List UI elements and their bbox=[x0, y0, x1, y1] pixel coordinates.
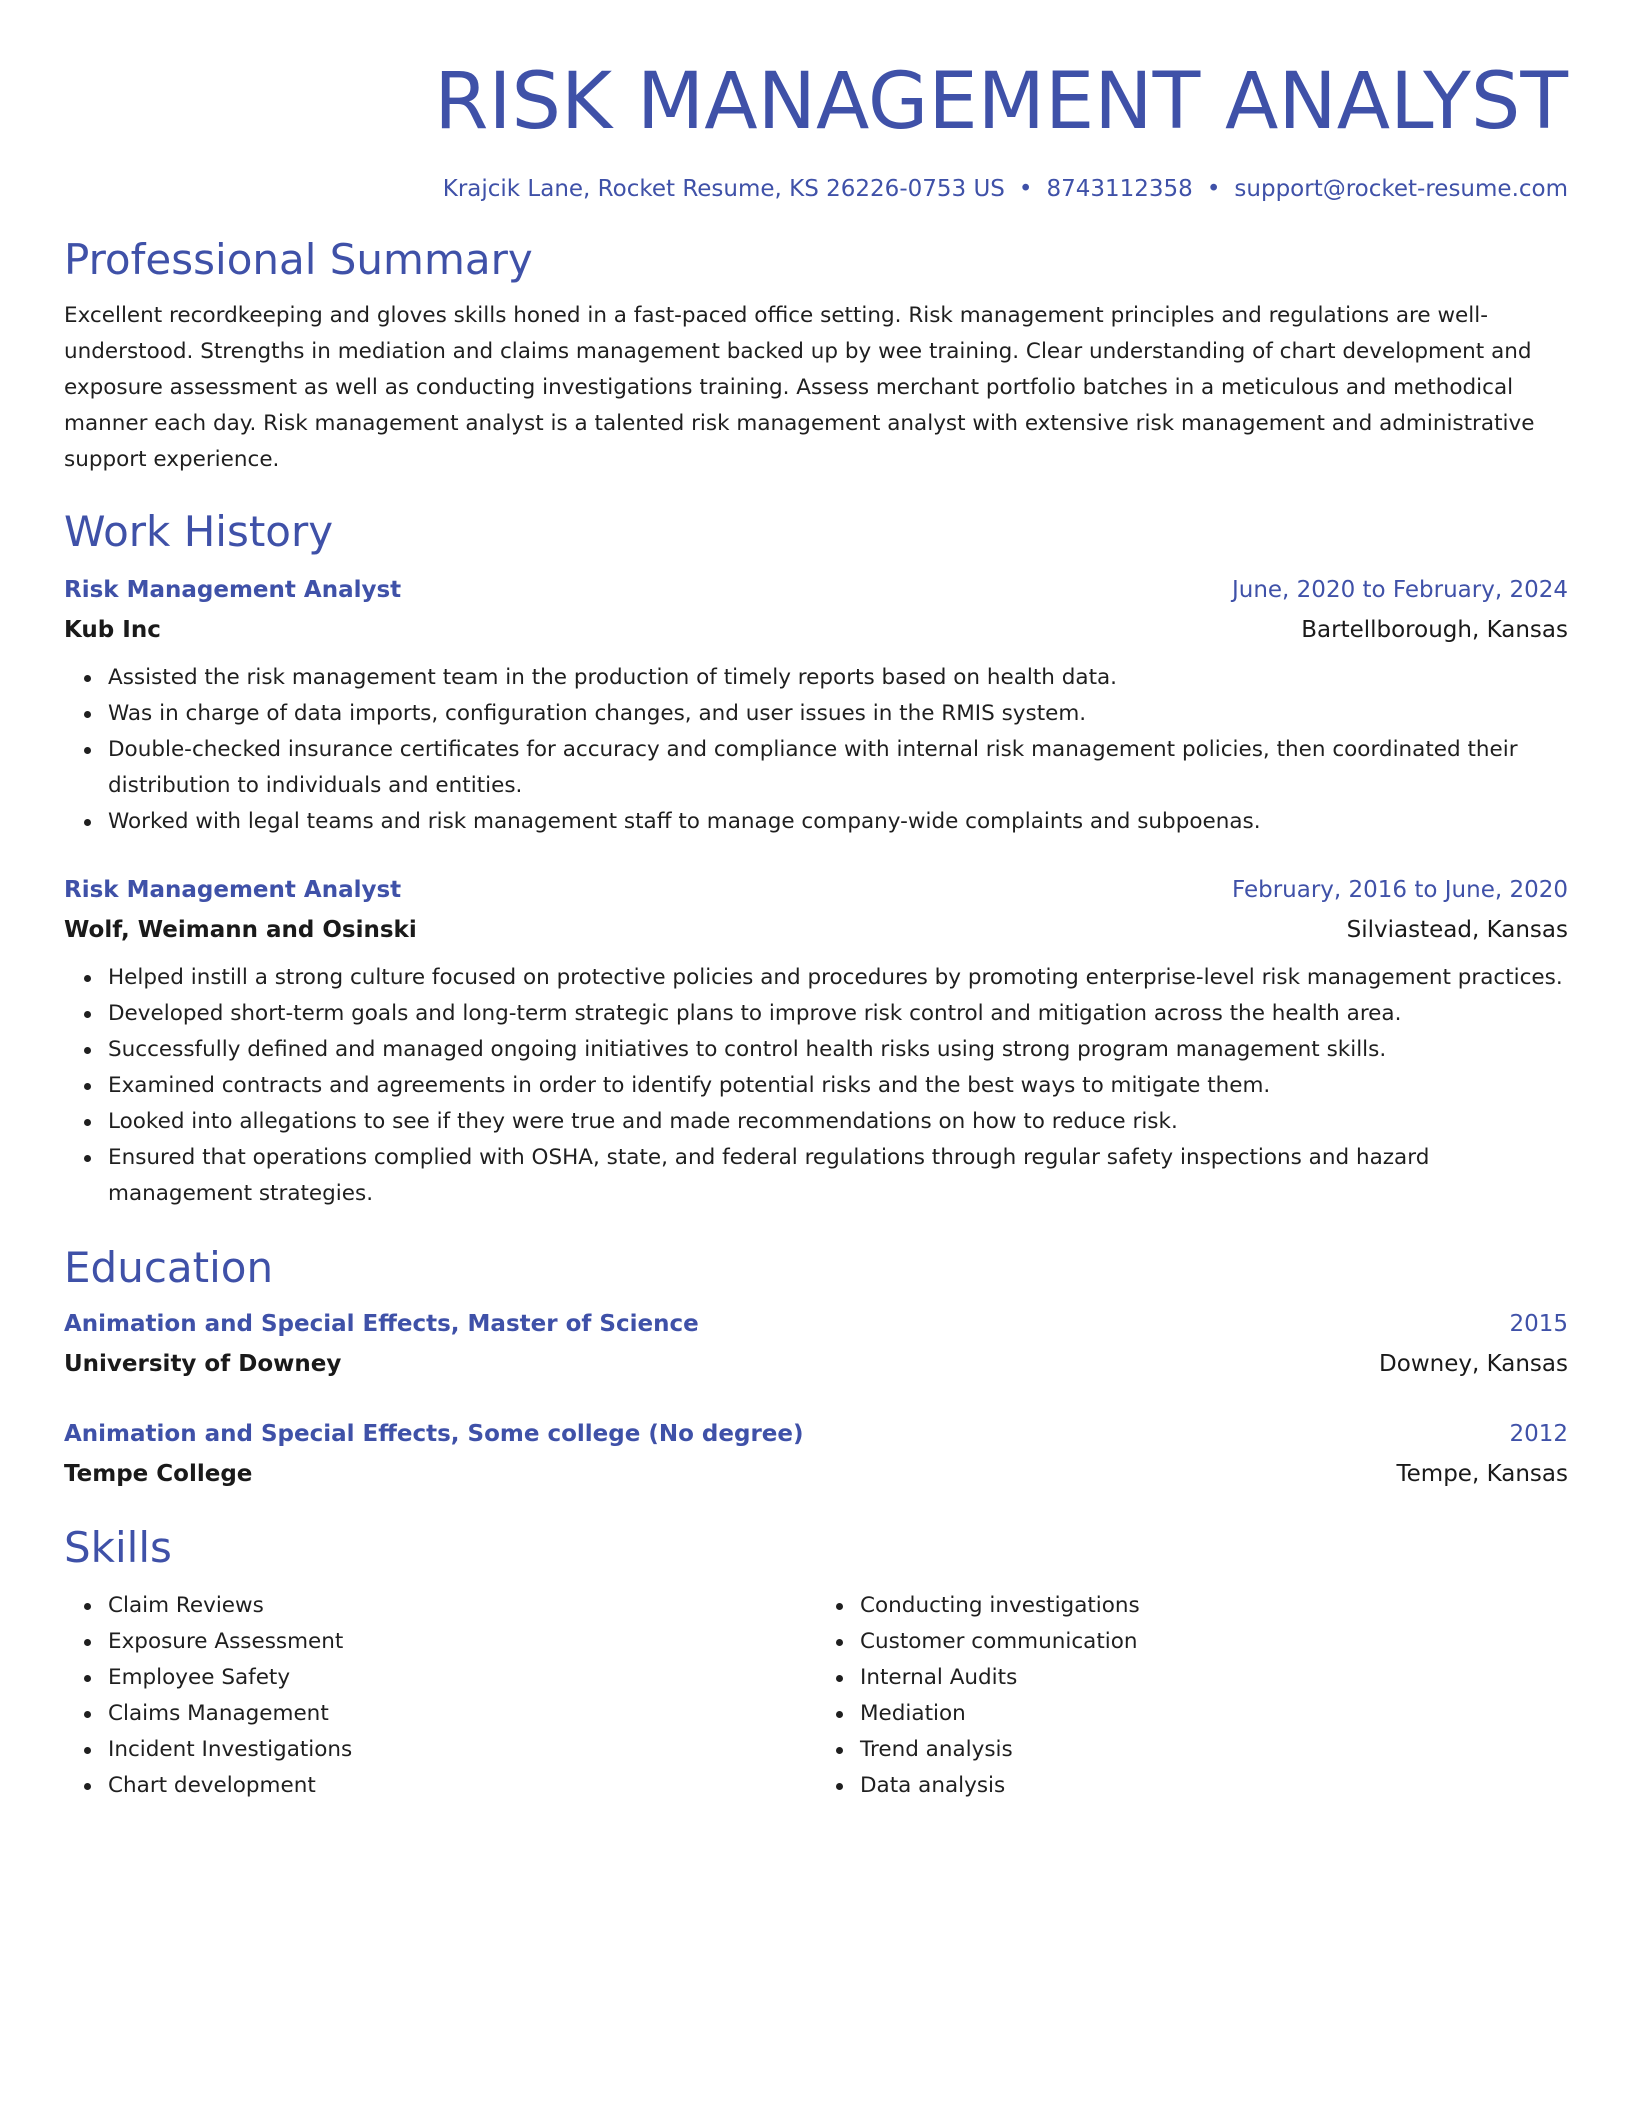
education-school: University of Downey bbox=[64, 1351, 342, 1377]
skill-item: Claims Management bbox=[108, 1696, 816, 1732]
education-header-row bbox=[64, 1304, 1568, 1344]
skills-column-left bbox=[64, 1588, 816, 1804]
skill-item: Trend analysis bbox=[860, 1732, 1568, 1768]
education-location: Tempe, Kansas bbox=[1396, 1461, 1568, 1487]
skill-item: Claim Reviews bbox=[108, 1588, 816, 1624]
job-role: Risk Management Analyst bbox=[64, 577, 402, 603]
skill-item: Exposure Assessment bbox=[108, 1624, 816, 1660]
job-bullets bbox=[64, 660, 1568, 840]
contact-address: Krajcik Lane, Rocket Resume, KS 26226-0753 US bbox=[442, 176, 1005, 202]
skill-item: Data analysis bbox=[860, 1768, 1568, 1804]
list-item: Helped instill a strong culture focused on protective policies and procedures by promoting enterprise-level risk management practices. bbox=[108, 960, 1568, 996]
list-item: Double-checked insurance certificates for accuracy and compliance with internal risk management policies, then coordinated their distribution to individuals and entities. bbox=[108, 732, 1568, 804]
skill-item: Internal Audits bbox=[860, 1660, 1568, 1696]
list-item: Was in charge of data imports, configuration changes, and user issues in the RMIS system. bbox=[108, 696, 1568, 732]
list-item: Looked into allegations to see if they were true and made recommendations on how to reduce risk. bbox=[108, 1104, 1568, 1140]
section-title-work: Work History bbox=[64, 507, 334, 556]
list-item: Ensured that operations complied with OSHA, state, and federal regulations through regular safety inspections and hazard management strategies. bbox=[108, 1140, 1568, 1212]
section-title-summary: Professional Summary bbox=[64, 235, 533, 284]
contact-line bbox=[64, 174, 1568, 204]
job-company: Kub Inc bbox=[64, 617, 161, 643]
list-item: Successfully defined and managed ongoing initiatives to control health risks using strong program management skills. bbox=[108, 1032, 1568, 1068]
skills-section bbox=[64, 1520, 1568, 1804]
job-bullets bbox=[64, 960, 1568, 1212]
job-location: Bartellborough, Kansas bbox=[1301, 617, 1568, 643]
job-entry bbox=[64, 870, 1568, 1212]
section-title-skills: Skills bbox=[64, 1523, 172, 1572]
skills-grid bbox=[64, 1588, 1568, 1804]
section-title-education: Education bbox=[64, 1243, 274, 1292]
education-degree: Animation and Special Effects, Master of Science bbox=[64, 1311, 699, 1337]
education-section bbox=[64, 1240, 1568, 1494]
job-dates: February, 2016 to June, 2020 bbox=[1231, 877, 1568, 903]
contact-phone[interactable]: 8743112358 bbox=[1046, 176, 1193, 202]
list-item: Examined contracts and agreements in order to identify potential risks and the best ways to mitigate them. bbox=[108, 1068, 1568, 1104]
job-role: Risk Management Analyst bbox=[64, 877, 402, 903]
job-dates: June, 2020 to February, 2024 bbox=[1231, 577, 1568, 603]
list-item: Developed short-term goals and long-term strategic plans to improve risk control and mitigation across the health area. bbox=[108, 996, 1568, 1032]
education-school-row bbox=[64, 1344, 1568, 1384]
job-header-row bbox=[64, 570, 1568, 610]
job-header-row bbox=[64, 870, 1568, 910]
job-company-row bbox=[64, 910, 1568, 950]
education-degree: Animation and Special Effects, Some college (No degree) bbox=[64, 1421, 804, 1447]
education-location: Downey, Kansas bbox=[1379, 1351, 1568, 1377]
skill-item: Conducting investigations bbox=[860, 1588, 1568, 1624]
contact-separator: • bbox=[1018, 176, 1033, 202]
skill-item: Customer communication bbox=[860, 1624, 1568, 1660]
education-entry bbox=[64, 1304, 1568, 1384]
professional-summary-section bbox=[64, 232, 1568, 478]
work-history-section bbox=[64, 504, 1568, 1212]
education-header-row bbox=[64, 1414, 1568, 1454]
education-school: Tempe College bbox=[64, 1461, 253, 1487]
job-entry bbox=[64, 570, 1568, 840]
skill-item: Incident Investigations bbox=[108, 1732, 816, 1768]
education-entry bbox=[64, 1414, 1568, 1494]
skills-column-right bbox=[816, 1588, 1568, 1804]
education-school-row bbox=[64, 1454, 1568, 1494]
summary-text: Excellent recordkeeping and gloves skills honed in a fast-paced office setting. Risk management principles and regulations are well-understood. Strengths in mediation and claims management backed up by wee training. Clear understanding of chart development and exposure assessment as well as conducting investigations training. Assess merchant portfolio batches in a meticulous and methodical manner each day. Risk management analyst is a talented risk management analyst with extensive risk management and administrative support experience. bbox=[64, 303, 1535, 472]
candidate-title: RISK MANAGEMENT ANALYST bbox=[434, 57, 1568, 147]
education-year: 2015 bbox=[1509, 1311, 1568, 1337]
list-item: Assisted the risk management team in the production of timely reports based on health data. bbox=[108, 660, 1568, 696]
job-location: Silviastead, Kansas bbox=[1346, 917, 1568, 943]
skill-item: Chart development bbox=[108, 1768, 816, 1804]
contact-email[interactable]: support@rocket-resume.com bbox=[1234, 176, 1568, 202]
education-year: 2012 bbox=[1509, 1421, 1568, 1447]
job-company: Wolf, Weimann and Osinski bbox=[64, 917, 417, 943]
list-item: Worked with legal teams and risk management staff to manage company-wide complaints and subpoenas. bbox=[108, 804, 1568, 840]
contact-separator: • bbox=[1206, 176, 1221, 202]
job-company-row bbox=[64, 610, 1568, 650]
skill-item: Mediation bbox=[860, 1696, 1568, 1732]
skill-item: Employee Safety bbox=[108, 1660, 816, 1696]
resume-header bbox=[64, 52, 1568, 204]
